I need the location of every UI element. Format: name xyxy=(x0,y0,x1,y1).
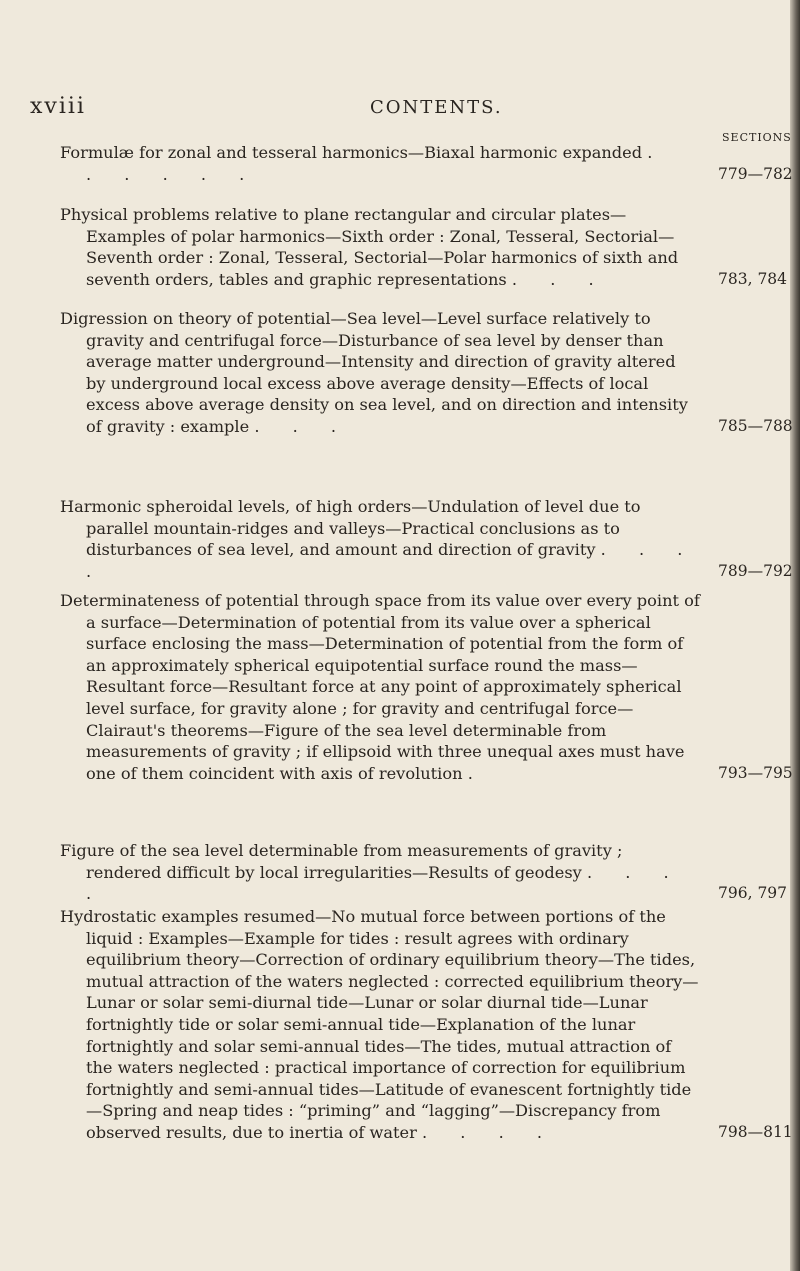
entry-text: Formulæ for zonal and tesseral harmonics—Biaxal harmonic expanded xyxy=(60,143,643,162)
toc-entry-4 xyxy=(60,496,793,582)
entry-text: Digression on theory of potential—Sea level—Level surface relatively to gravity and centrifugal force—Disturbance of sea level by denser than average matter underground—Intensity and direction of gravity altered by underground local excess above average density—Effects of local excess above average density on sea level, and on direction and intensity of gravity : example xyxy=(60,309,688,436)
section-ref: 783, 784 xyxy=(718,269,788,288)
toc-entry-2 xyxy=(60,204,788,290)
entry-text: Hydrostatic examples resumed—No mutual force between portions of the liquid : Examples—Example for tides : result agrees with ordinary equilibrium theory—Correction of ordinary equilibrium theory—The tides, mutual attraction of the waters neglected : corrected equilibrium theory—Lunar or solar semi-diurnal tide—Lunar or solar diurnal tide—Lunar fortnightly tide or solar semi-annual tide—Explanation of the lunar fortnightly and solar semi-annual tides—The tides, mutual attraction of the waters neglected : practical importance of correction for equilibrium fortnightly and semi-annual tides—Latitude of evanescent fortnightly tide—Spring and neap tides : “priming” and “lagging”—Discrepancy from observed results, due to inertia of water xyxy=(60,907,699,1142)
toc-entry-3 xyxy=(60,308,793,438)
page-number: xviii xyxy=(30,94,86,119)
dot-leaders: . xyxy=(467,763,487,783)
section-ref: 798—811 xyxy=(718,1122,793,1141)
dot-leaders: . . . . xyxy=(86,862,683,904)
dot-leaders: . . . xyxy=(511,269,608,289)
toc-entry-6 xyxy=(60,840,788,905)
section-ref: 789—792 xyxy=(718,561,793,580)
sections-column-label: SECTIONS xyxy=(722,131,792,144)
entry-text: Physical problems relative to plane rectangular and circular plates—Examples of polar harmonics—Sixth order : Zonal, Tesseral, Sectorial—Seventh order : Zonal, Tesseral, Sectorial—Polar harmonics of sixth and seventh orders, tables and graphic representations xyxy=(60,205,679,289)
section-ref: 779—782 xyxy=(718,164,793,183)
section-ref: 796, 797 xyxy=(718,884,788,903)
dot-leaders: . . . xyxy=(254,416,351,436)
dot-leaders: . . . . xyxy=(86,540,697,581)
entry-text: Figure of the sea level determinable from measurements of gravity ; rendered difficult by local irregularities—Results of geodesy xyxy=(60,841,623,882)
entry-text: Determinateness of potential through space from its value over every point of a surface—Determination of potential from its value over a spherical surface enclosing the mass—Determination of potential from the form of an approximately spherical equipotential surface round the mass—Resultant force—Resultant force at any point of approximately spherical level surface, for gravity alone ; for gravity and centrifugal force—Clairaut's theorems—Figure of the sea level determinable from measurements of gravity ; if ellipsoid with three unequal axes must have one of them coincident with axis of revolution xyxy=(60,591,700,783)
entry-text: Harmonic spheroidal levels, of high orders—Undulation of level due to parallel mountain-ridges and valleys—Practical conclusions as to disturbances of sea level, and amount and direction of gravity xyxy=(60,497,641,560)
running-title: CONTENTS. xyxy=(370,97,503,118)
toc-entry-1 xyxy=(60,142,793,185)
dot-leaders: . . . . . . xyxy=(86,143,667,184)
page-edge-shadow xyxy=(790,0,800,1271)
toc-entry-7 xyxy=(60,906,793,1144)
toc-entry-5 xyxy=(60,590,793,784)
section-ref: 785—788 xyxy=(718,416,793,435)
section-ref: 793—795 xyxy=(718,763,793,782)
dot-leaders: . . . . xyxy=(421,1122,557,1142)
